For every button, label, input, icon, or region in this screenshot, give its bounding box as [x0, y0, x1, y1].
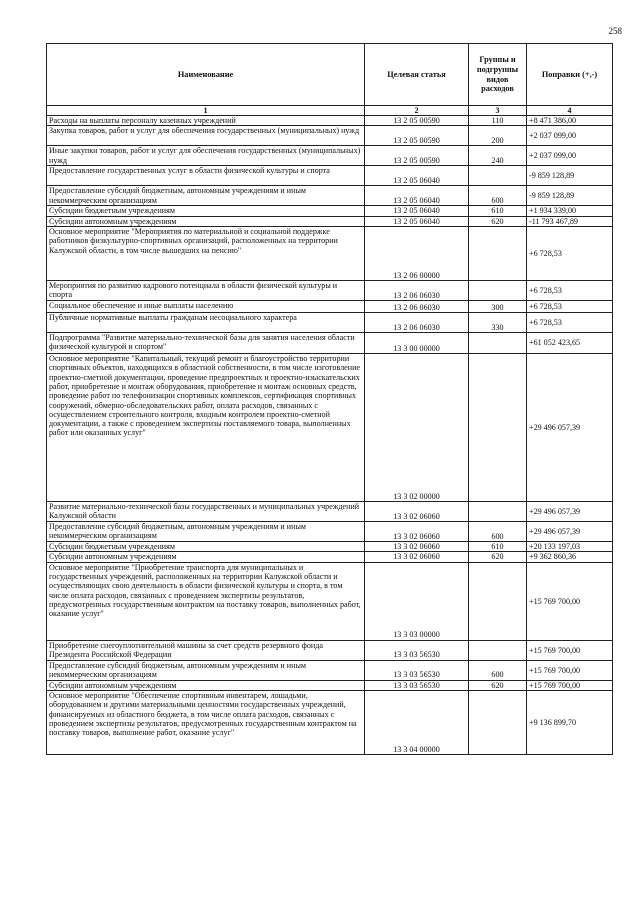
row-name: Расходы на выплаты персоналу казенных учреждений	[47, 116, 365, 126]
table-row	[47, 562, 613, 640]
row-target-article: 13 3 03 00000	[365, 562, 469, 640]
row-amendment-amount: +6 728,53	[527, 313, 613, 333]
table-row	[47, 502, 613, 522]
table-row	[47, 313, 613, 333]
budget-amendments-table	[46, 43, 613, 755]
row-expense-group: 610	[469, 542, 527, 552]
column-number: 4	[527, 106, 613, 116]
row-name: Предоставление государственных услуг в области физической культуры и спорта	[47, 166, 365, 186]
row-target-article: 13 3 04 00000	[365, 690, 469, 754]
header-code: Целевая статья	[365, 44, 469, 106]
row-name: Предоставление субсидий бюджетным, автономным учреждениям и иным некоммерческим организациям	[47, 186, 365, 206]
page-number: 258	[608, 26, 622, 36]
row-target-article: 13 2 05 06040	[365, 216, 469, 226]
row-name: Приобретение снегоуплотнительной машины за счет средств резервного фонда Президента Российской Федерации	[47, 640, 365, 660]
column-number: 1	[47, 106, 365, 116]
table-row	[47, 333, 613, 354]
row-target-article: 13 2 06 06030	[365, 281, 469, 301]
row-amendment-amount: +9 136 899,70	[527, 690, 613, 754]
row-amendment-amount: +61 052 423,65	[527, 333, 613, 354]
table-row	[47, 542, 613, 552]
row-name: Мероприятия по развитию кадрового потенциала в области физической культуры и спорта	[47, 281, 365, 301]
row-name: Субсидии автономным учреждениям	[47, 680, 365, 690]
table-row	[47, 354, 613, 502]
table-row	[47, 522, 613, 542]
table-row	[47, 552, 613, 562]
table-row	[47, 227, 613, 281]
row-name: Субсидии автономным учреждениям	[47, 552, 365, 562]
row-target-article: 13 3 00 00000	[365, 333, 469, 354]
row-target-article: 13 2 05 06040	[365, 166, 469, 186]
row-amendment-amount: +6 728,53	[527, 301, 613, 313]
row-amendment-amount: -11 793 467,89	[527, 216, 613, 226]
row-target-article: 13 3 02 06060	[365, 522, 469, 542]
row-name: Субсидии бюджетным учреждениям	[47, 206, 365, 216]
row-expense-group	[469, 690, 527, 754]
row-amendment-amount: +2 037 099,00	[527, 146, 613, 166]
row-name: Основное мероприятие "Капитальный, текущий ремонт и благоустройство территории спортивных объектов, находящихся в областной собственности, в том числе изготовление проектно-сметной документации, проведение предпроектных и проектно-изыскательских работ, приобретение и монтаж оборудования, приобретение и монтаж основных средств, проведение работ по телефонизации спортивных комплексов, сертификация спортивных сооружений, обмерно-обследовательских работ, оплата расходов, связанных с осуществлением строительного контроля, входным контролем проектно-сметной документации, а также с проведением экспертизы поставляемого товара, выполненных работ или оказанных услуг"	[47, 354, 365, 502]
row-expense-group: 300	[469, 301, 527, 313]
row-target-article: 13 2 06 06030	[365, 313, 469, 333]
table-row	[47, 206, 613, 216]
row-expense-group: 620	[469, 216, 527, 226]
table-row	[47, 116, 613, 126]
row-expense-group: 620	[469, 680, 527, 690]
row-target-article: 13 2 05 00590	[365, 116, 469, 126]
row-amendment-amount: -9 859 128,89	[527, 166, 613, 186]
row-expense-group: 240	[469, 146, 527, 166]
row-amendment-amount: +6 728,53	[527, 227, 613, 281]
row-amendment-amount: +6 728,53	[527, 281, 613, 301]
header-amount: Поправки (+,-)	[527, 44, 613, 106]
row-target-article: 13 2 06 00000	[365, 227, 469, 281]
row-expense-group	[469, 166, 527, 186]
row-expense-group: 110	[469, 116, 527, 126]
row-target-article: 13 3 03 56530	[365, 660, 469, 680]
row-expense-group	[469, 281, 527, 301]
row-name: Подпрограмма "Развитие материально-технической базы для занятия населения области физической культурой и спортом"	[47, 333, 365, 354]
row-expense-group: 610	[469, 206, 527, 216]
row-name: Основное мероприятие "Приобретение транспорта для муниципальных и государственных учреждений, расположенных на территории Калужской области и осуществляющих свою деятельность в области физической культуры и спорта, в том числе оплата расходов, связанных с проведением экспертизы результатов, предусмотренных государственным контрактом на поставку товаров, выполненных работ, оказание услуг"	[47, 562, 365, 640]
row-target-article: 13 3 03 56530	[365, 680, 469, 690]
row-name: Основное мероприятие "Мероприятия по материальной и социальной поддержке работников физкультурно-спортивных организаций, расположенных на территории Калужской области, в том числе вышедших на пенсию"	[47, 227, 365, 281]
row-amendment-amount: +29 496 057,39	[527, 502, 613, 522]
row-expense-group: 330	[469, 313, 527, 333]
row-expense-group	[469, 640, 527, 660]
table-row	[47, 640, 613, 660]
table-row	[47, 126, 613, 146]
row-amendment-amount: +15 769 700,00	[527, 660, 613, 680]
row-amendment-amount: +1 934 339,00	[527, 206, 613, 216]
row-amendment-amount: +29 496 057,39	[527, 522, 613, 542]
row-expense-group: 600	[469, 186, 527, 206]
row-target-article: 13 2 05 06040	[365, 186, 469, 206]
row-amendment-amount: +9 362 860,36	[527, 552, 613, 562]
header-name: Наименование	[47, 44, 365, 106]
column-number: 3	[469, 106, 527, 116]
row-target-article: 13 2 05 00590	[365, 146, 469, 166]
table-row	[47, 166, 613, 186]
column-numbers-row	[47, 106, 613, 116]
row-name: Развитие материально-технической базы государственных и муниципальных учреждений Калужской области	[47, 502, 365, 522]
table-row	[47, 186, 613, 206]
row-amendment-amount: +15 769 700,00	[527, 680, 613, 690]
row-expense-group	[469, 562, 527, 640]
row-name: Основное мероприятие "Обеспечение спортивным инвентарем, лошадьми, оборудованием и другими материальными ценностями государственных учреждений, финансируемых из областного бюджета, в том числе оплата расходов, связанных с проведением экспертизы результатов, предусмотренных государственным контрактом на поставку товаров, выполнение работ, оказание услуг"	[47, 690, 365, 754]
row-amendment-amount: +2 037 099,00	[527, 126, 613, 146]
row-name: Предоставление субсидий бюджетным, автономным учреждениям и иным некоммерческим организациям	[47, 660, 365, 680]
row-expense-group	[469, 502, 527, 522]
row-expense-group: 600	[469, 660, 527, 680]
row-name: Социальное обеспечение и иные выплаты населению	[47, 301, 365, 313]
row-target-article: 13 3 02 06060	[365, 502, 469, 522]
row-target-article: 13 2 05 00590	[365, 126, 469, 146]
row-name: Субсидии автономным учреждениям	[47, 216, 365, 226]
row-amendment-amount: -9 859 128,89	[527, 186, 613, 206]
row-name: Закупка товаров, работ и услуг для обеспечения государственных (муниципальных) нужд	[47, 126, 365, 146]
table-row	[47, 216, 613, 226]
row-target-article: 13 3 03 56530	[365, 640, 469, 660]
table-row	[47, 146, 613, 166]
row-expense-group: 600	[469, 522, 527, 542]
row-target-article: 13 2 06 06030	[365, 301, 469, 313]
row-amendment-amount: +8 471 386,00	[527, 116, 613, 126]
table-row	[47, 690, 613, 754]
row-expense-group	[469, 333, 527, 354]
row-target-article: 13 2 05 06040	[365, 206, 469, 216]
row-amendment-amount: +20 133 197,03	[527, 542, 613, 552]
header-group: Группы и подгруппы видов расходов	[469, 44, 527, 106]
column-number: 2	[365, 106, 469, 116]
row-target-article: 13 3 02 06060	[365, 552, 469, 562]
row-name: Субсидии бюджетным учреждениям	[47, 542, 365, 552]
row-name: Иные закупки товаров, работ и услуг для обеспечения государственных (муниципальных) нужд	[47, 146, 365, 166]
row-amendment-amount: +15 769 700,00	[527, 640, 613, 660]
table-row	[47, 680, 613, 690]
row-name: Предоставление субсидий бюджетным, автономным учреждениям и иным некоммерческим организациям	[47, 522, 365, 542]
row-target-article: 13 3 02 00000	[365, 354, 469, 502]
row-expense-group	[469, 227, 527, 281]
row-expense-group: 200	[469, 126, 527, 146]
table-row	[47, 660, 613, 680]
row-target-article: 13 3 02 06060	[365, 542, 469, 552]
row-expense-group: 620	[469, 552, 527, 562]
table-row	[47, 301, 613, 313]
table-row	[47, 281, 613, 301]
row-amendment-amount: +29 496 057,39	[527, 354, 613, 502]
row-expense-group	[469, 354, 527, 502]
row-amendment-amount: +15 769 700,00	[527, 562, 613, 640]
row-name: Публичные нормативные выплаты гражданам несоциального характера	[47, 313, 365, 333]
